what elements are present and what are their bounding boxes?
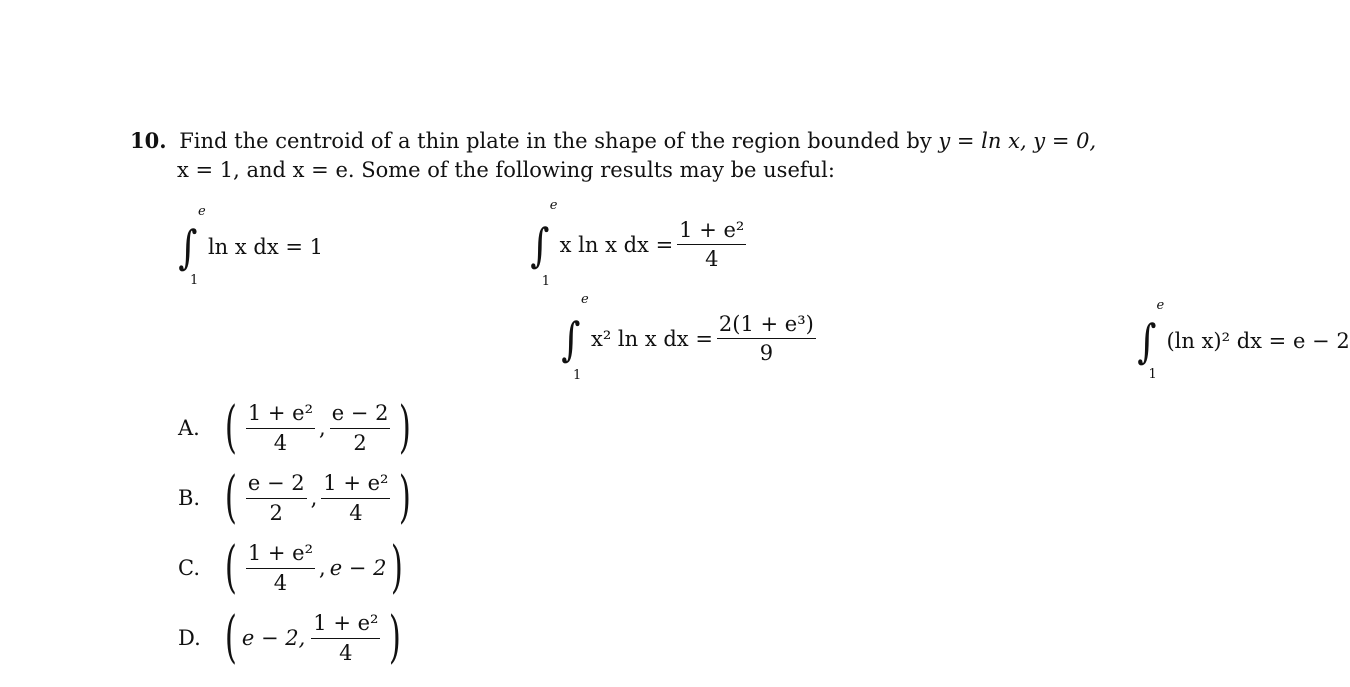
- right-paren: ): [399, 465, 412, 530]
- fraction-denominator: 4: [705, 247, 719, 272]
- integral-lower-limit: 1: [573, 368, 582, 384]
- fraction-denominator: 4: [273, 570, 288, 595]
- problem-text-1b: y = ln x, y = 0,: [938, 129, 1097, 153]
- fraction-numerator: e − 2: [246, 471, 307, 498]
- fraction-denominator: 4: [339, 640, 353, 665]
- right-paren: ): [399, 395, 412, 460]
- option-label: D.: [178, 626, 201, 650]
- fraction: [330, 401, 391, 454]
- integral-lower-limit: 1: [190, 272, 199, 288]
- left-paren: (: [224, 465, 237, 530]
- fraction-denominator: 9: [759, 341, 774, 366]
- integral-lower-limit: 1: [1148, 366, 1157, 382]
- integral-2: [528, 198, 751, 290]
- integral-3: [559, 292, 820, 384]
- fraction: [717, 312, 816, 365]
- integral-body: (ln x)² dx = e − 2: [1166, 328, 1350, 353]
- integral-4: [1135, 297, 1350, 382]
- option-label: C.: [178, 556, 200, 580]
- integral-sign: ∫: [1136, 313, 1157, 368]
- problem-line-2: x = 1, and x = e. Some of the following results may be useful:: [177, 158, 835, 182]
- option-head: e − 2,: [241, 626, 306, 650]
- fraction-denominator: 4: [273, 430, 288, 455]
- fraction-numerator: 2(1 + e³): [717, 312, 816, 339]
- integral-sign: ∫: [178, 219, 198, 274]
- option-label: A.: [178, 416, 200, 440]
- problem-text-1: Find the centroid of a thin plate in the shape of the region bounded by: [179, 129, 939, 153]
- integral-1: [176, 203, 323, 288]
- fraction: [246, 471, 307, 524]
- fraction: [246, 401, 315, 454]
- fraction-denominator: 4: [349, 500, 363, 525]
- option-label: B.: [178, 486, 201, 510]
- fraction: [246, 541, 315, 594]
- integral-sign: ∫: [561, 311, 581, 366]
- option-tail: e − 2: [329, 556, 387, 580]
- fraction-denominator: 2: [353, 430, 367, 455]
- integral-sign: ∫: [530, 217, 550, 272]
- left-paren: (: [224, 535, 237, 600]
- fraction-numerator: 1 + e²: [246, 541, 315, 568]
- fraction-numerator: e − 2: [330, 401, 391, 428]
- problem-line-1: [130, 128, 1096, 153]
- option-c[interactable]: [178, 535, 408, 600]
- integral-body: x² ln x dx =: [590, 326, 713, 351]
- comma: ,: [319, 416, 326, 440]
- fraction-numerator: 1 + e²: [677, 218, 746, 245]
- comma: ,: [310, 486, 318, 510]
- option-a[interactable]: [178, 395, 416, 460]
- right-paren: ): [391, 535, 404, 600]
- problem-number: 10.: [130, 128, 167, 153]
- integral-lower-limit: 1: [541, 274, 550, 290]
- left-paren: (: [224, 605, 237, 670]
- fraction-numerator: 1 + e²: [311, 611, 380, 638]
- integral-body: x ln x dx =: [559, 232, 674, 257]
- integral-body: ln x dx = 1: [207, 234, 323, 259]
- left-paren: (: [224, 395, 237, 460]
- integral-upper-limit: e: [1156, 297, 1165, 313]
- fraction: [311, 611, 380, 664]
- option-d[interactable]: [178, 605, 406, 670]
- fraction-numerator: 1 + e²: [246, 401, 315, 428]
- fraction: [677, 218, 746, 271]
- fraction-denominator: 2: [269, 500, 283, 525]
- option-b[interactable]: [178, 465, 416, 530]
- integral-upper-limit: e: [549, 198, 558, 213]
- fraction-numerator: 1 + e²: [321, 471, 390, 498]
- fraction: [321, 471, 390, 524]
- integral-upper-limit: e: [198, 203, 206, 219]
- right-paren: ): [389, 605, 402, 670]
- comma: ,: [319, 556, 326, 580]
- integral-upper-limit: e: [581, 292, 589, 307]
